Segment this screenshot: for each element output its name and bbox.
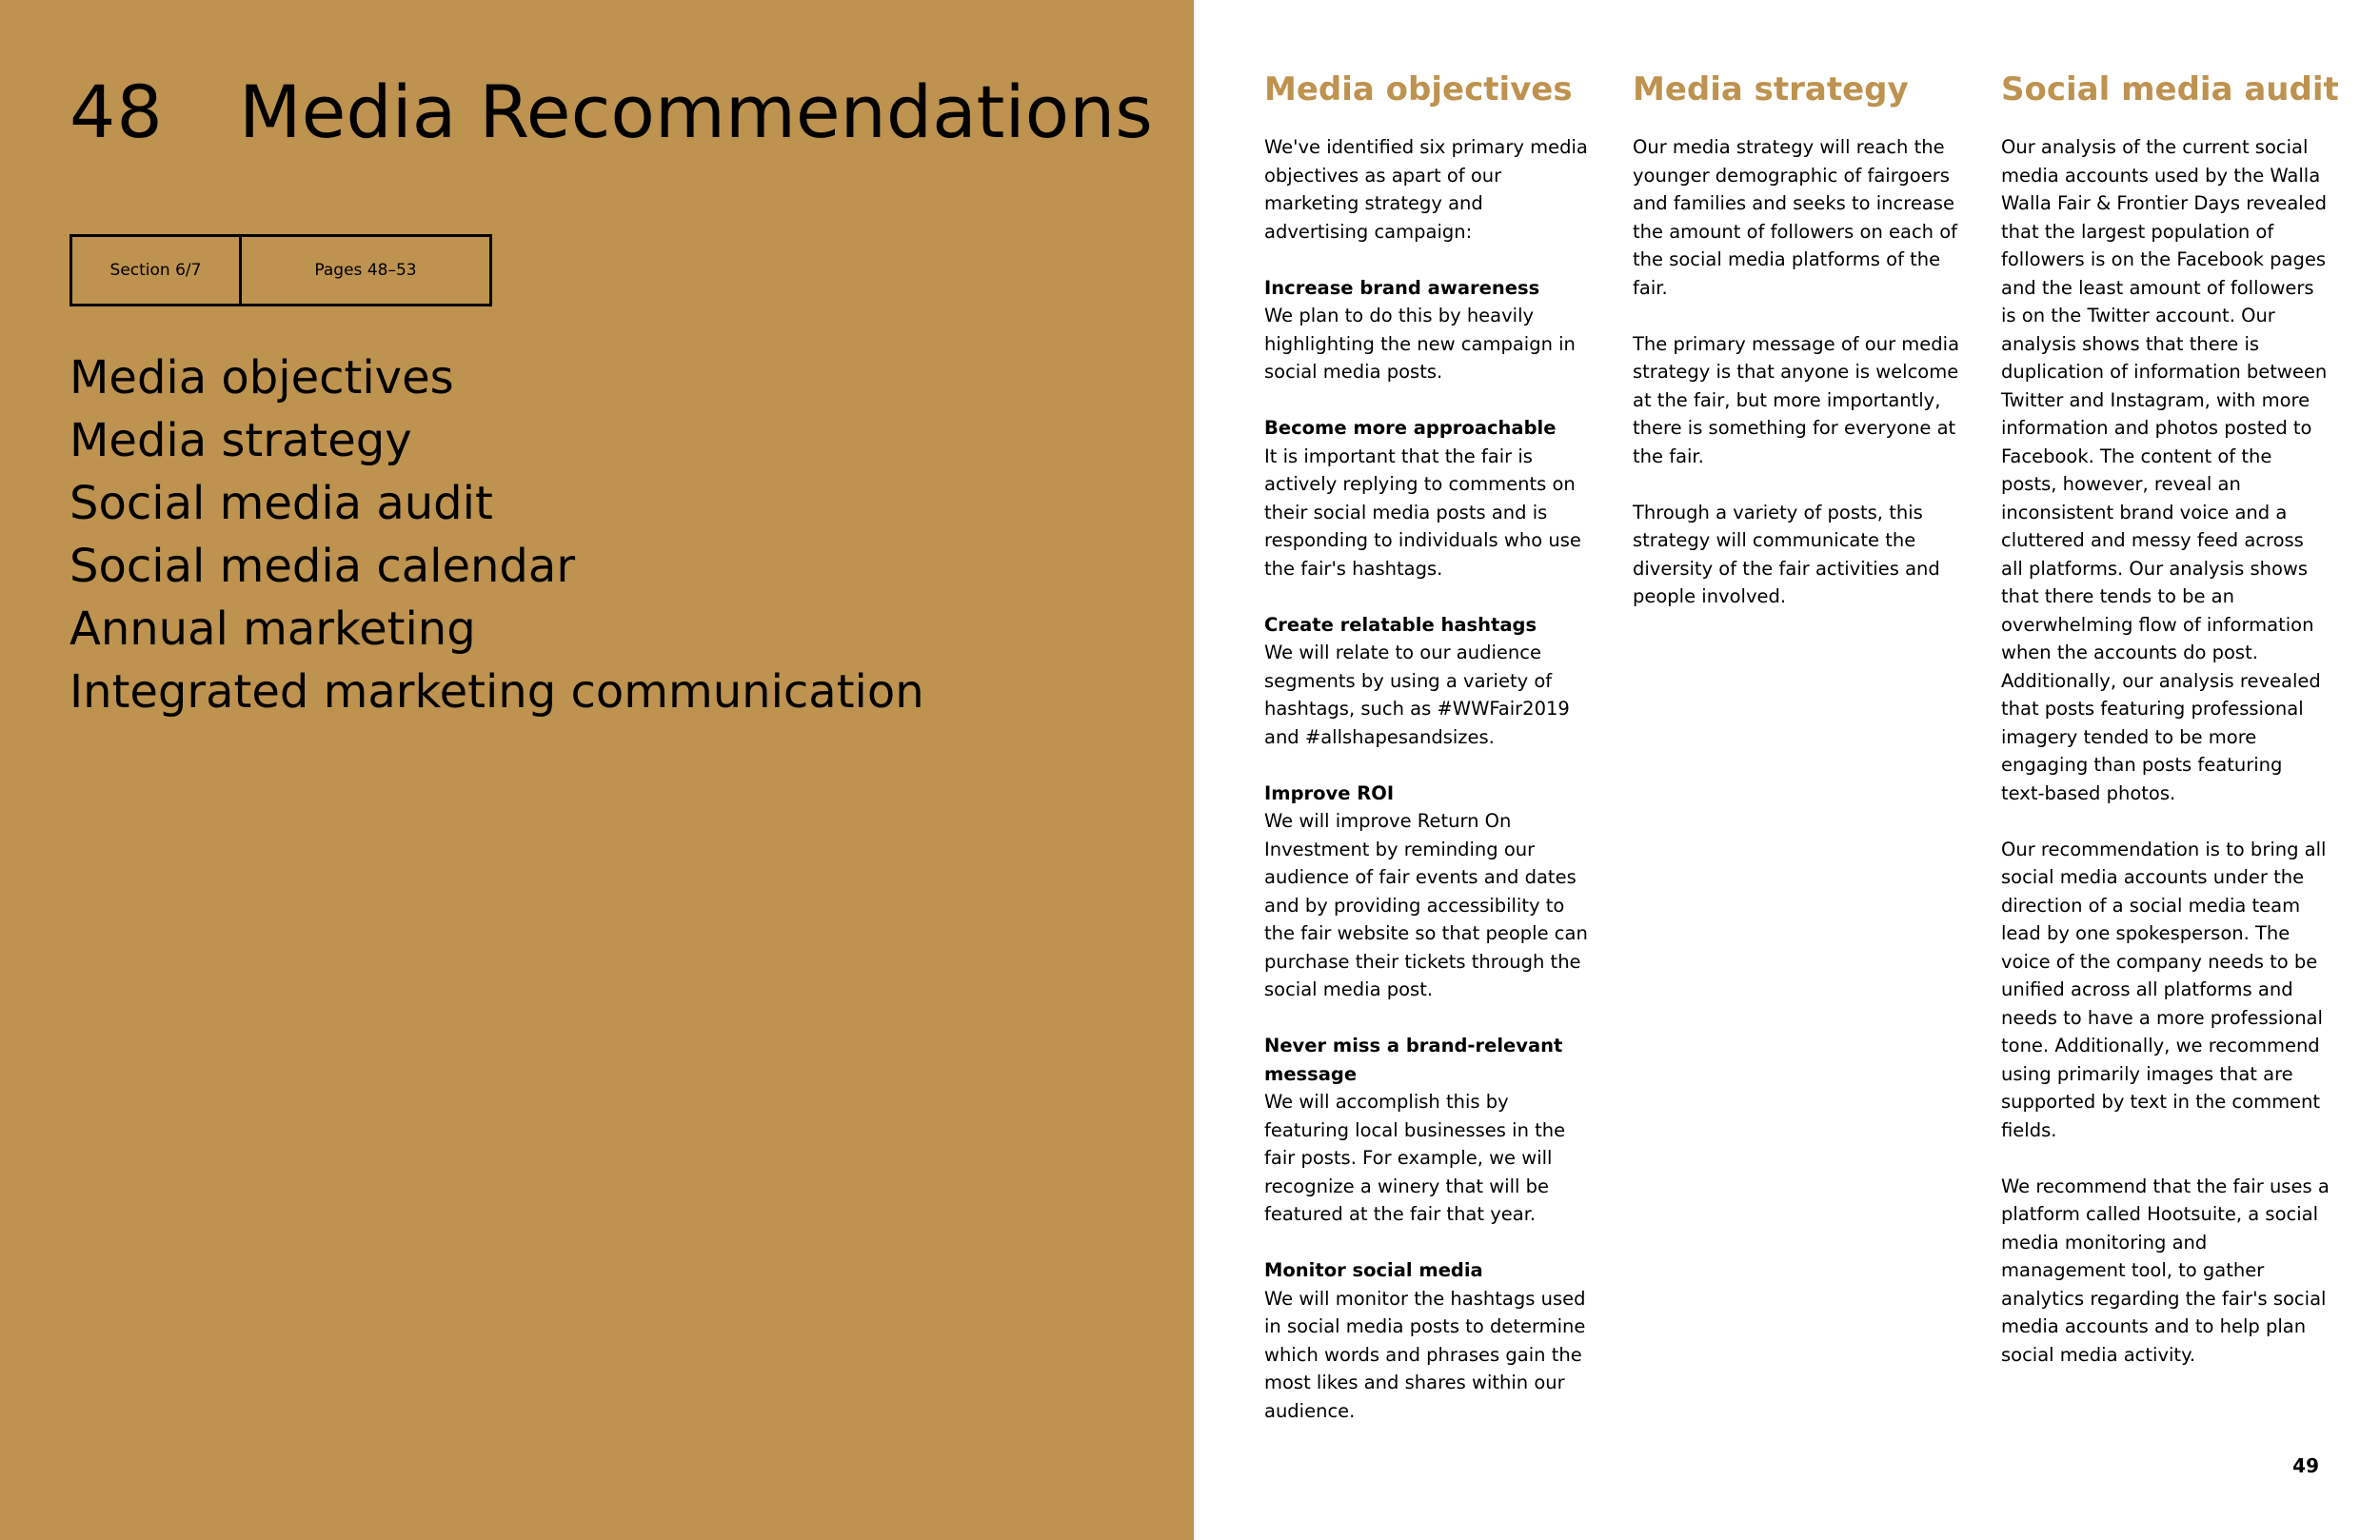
page-number: 48 [69, 69, 164, 154]
objective-item [1264, 1256, 1593, 1425]
objective-title: Improve ROI [1264, 781, 1395, 804]
objective-body: It is important that the fair is actively replying to comments on their social media posts and is responding to individuals who use the fair's hashtags. [1264, 444, 1581, 580]
objective-title: Create relatable hashtags [1264, 613, 1537, 636]
objective-item [1264, 1032, 1593, 1229]
objective-body: We plan to do this by heavily highlighting the new campaign in social media posts. [1264, 305, 1576, 383]
strategy-paragraph: The primary message of our media strategy is that anyone is welcome at the fair, but more importantly, there is something for everyone at the fair. [1633, 332, 1960, 467]
toc-item-annual-marketing: Annual marketing [69, 602, 476, 656]
objectives-intro: We've identified six primary media objectives as apart of our marketing strategy and advertising campaign: [1264, 136, 1588, 243]
strategy-paragraph: Our media strategy will reach the younger demographic of fairgoers and families and seeks to increase the amount of followers on each of the social media platforms of the fair. [1633, 136, 1958, 299]
objective-item [1264, 611, 1593, 752]
toc-item-media-strategy: Media strategy [69, 414, 412, 467]
objective-body: We will monitor the hashtags used in social media posts to determine which words and phrases gain the most likes and shares within our audience. [1264, 1287, 1586, 1422]
social-media-audit-body [2001, 133, 2330, 1369]
audit-paragraph: Our recommendation is to bring all social media accounts under the direction of a social media team lead by one spokesperson. The voice of the company needs to be unified across all platforms and needs to have a more professional tone. Additionally, we recommend using primarily images that are supported by text in the comment fields. [2001, 838, 2327, 1141]
objective-item [1264, 274, 1593, 386]
objective-item [1264, 414, 1593, 582]
table-of-contents [69, 346, 924, 723]
social-media-audit-heading: Social media audit [2001, 70, 2339, 109]
media-objectives-body [1264, 133, 1593, 1425]
section-label: Section 6/7 [109, 261, 202, 280]
audit-paragraph: We recommend that the fair uses a platform called Hootsuite, a social media monitoring and management tool, to gather analytics regarding the fair's social media accounts and to help plan social media activity. [2001, 1175, 2330, 1366]
objective-body: We will relate to our audience segments by using a variety of hashtags, such as #WWFair2019 and #allshapesandsizes. [1264, 642, 1570, 748]
objective-body: We will improve Return On Investment by reminding our audience of fair events and dates and by providing accessibility to the fair website so that people can purchase their tickets through the social media post. [1264, 810, 1588, 1000]
objective-title: Become more approachable [1264, 417, 1557, 439]
section-info-box [69, 234, 492, 306]
audit-paragraph: Our analysis of the current social media accounts used by the Walla Walla Fair & Frontier Days revealed that the largest population of followers is on the Facebook pages and the least amount of followers is on the Twitter account. Our analysis shows that there is duplication of information between Twitter and Instagram, with more information and photos posted to Facebook. The content of the posts, however, reveal an inconsistent brand voice and a cluttered and messy feed across all platforms. Our analysis shows that there tends to be an overwhelming flow of information when the accounts do post. Additionally, our analysis revealed that posts featuring professional imagery tended to be more engaging than posts featuring text-based photos. [2001, 136, 2328, 804]
media-strategy-column [1633, 67, 1961, 639]
toc-item-social-media-calendar: Social media calendar [69, 540, 576, 593]
objective-title: Increase brand awareness [1264, 276, 1540, 299]
objective-title: Never miss a brand-relevant message [1264, 1035, 1563, 1085]
objective-title: Monitor social media [1264, 1259, 1483, 1281]
right-page-number: 49 [2292, 1454, 2319, 1477]
strategy-paragraph: Through a variety of posts, this strategy will communicate the diversity of the fair activities and people involved. [1633, 501, 1940, 607]
toc-item-social-media-audit: Social media audit [69, 477, 493, 530]
media-strategy-body [1633, 133, 1961, 611]
page-title: Media Recommendations [239, 69, 1153, 154]
pages-label: Pages 48–53 [239, 237, 489, 304]
media-objectives-heading: Media objectives [1264, 70, 1573, 109]
toc-item-media-objectives: Media objectives [69, 351, 454, 405]
media-strategy-heading: Media strategy [1633, 70, 1909, 109]
social-media-audit-column [2001, 67, 2339, 1397]
objective-body: We will accomplish this by featuring local businesses in the fair posts. For example, we will recognize a winery that will be featured at the fair that year. [1264, 1091, 1566, 1225]
toc-item-integrated-marketing: Integrated marketing communication [69, 665, 924, 719]
objective-item [1264, 780, 1593, 1004]
media-objectives-column [1264, 67, 1593, 1453]
